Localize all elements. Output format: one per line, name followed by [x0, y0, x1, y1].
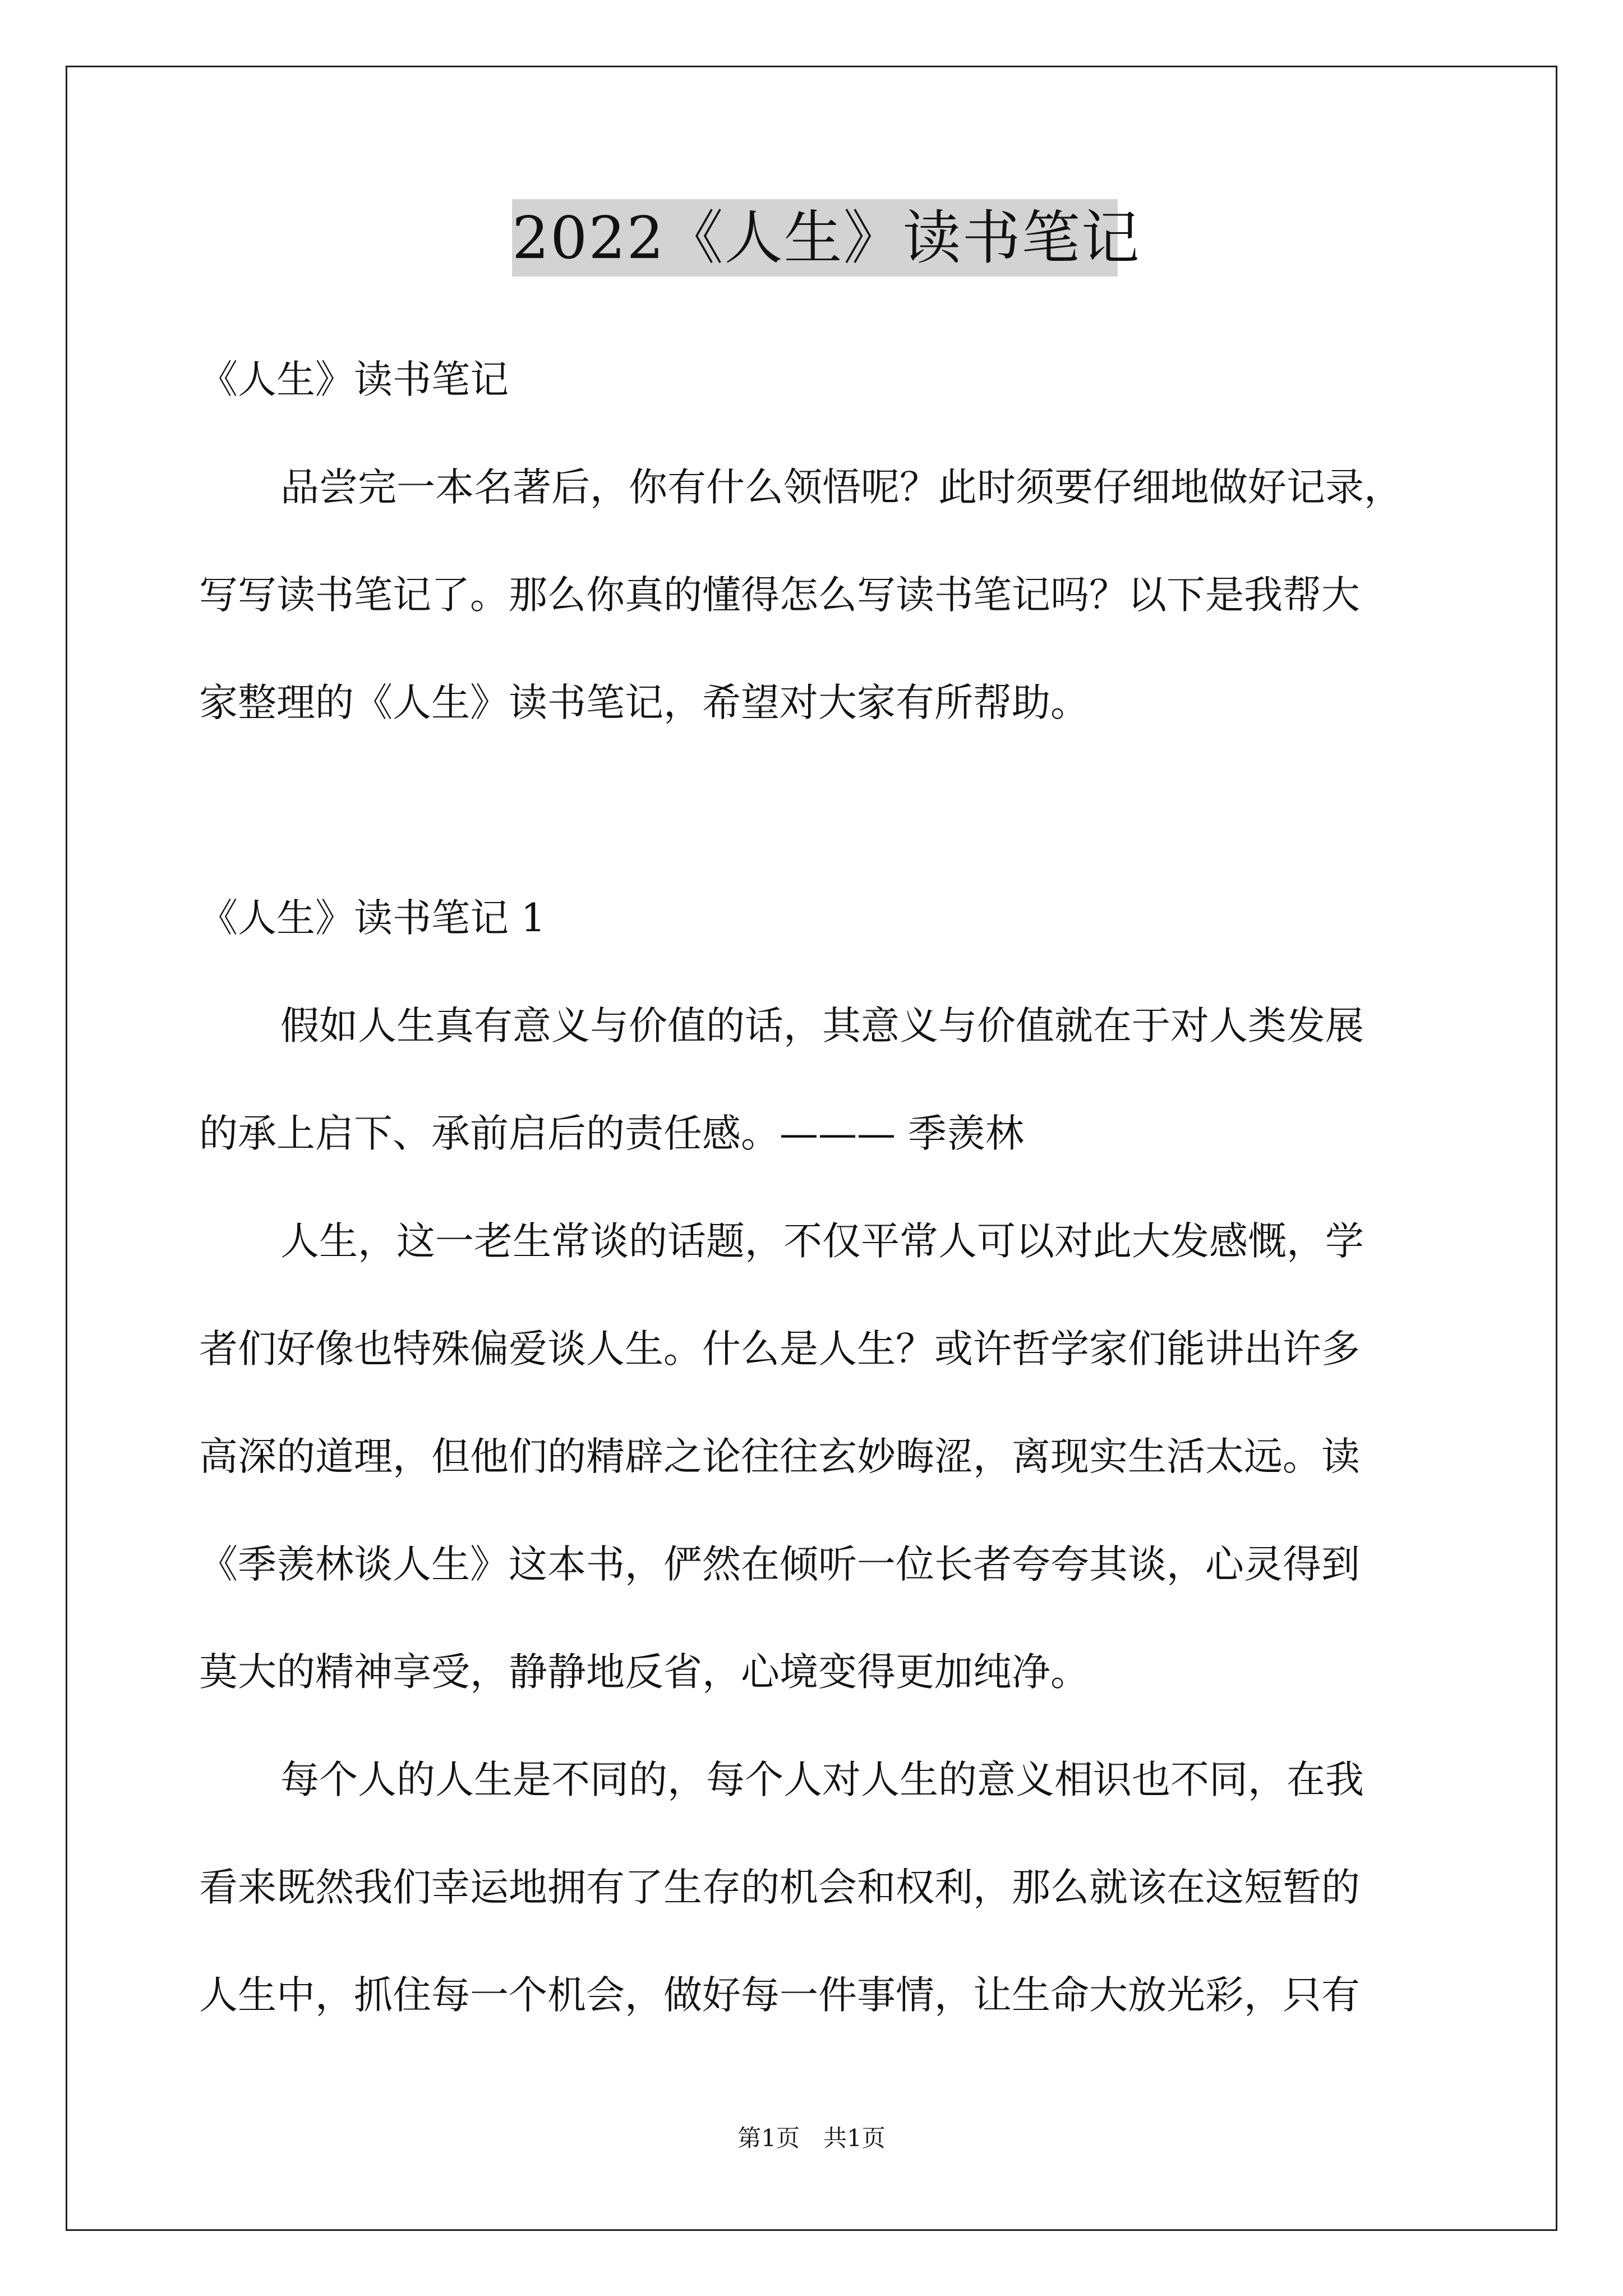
- paragraph-line: 品尝完一本名著后，你有什么领悟呢？此时须要仔细地做好记录，: [280, 465, 1403, 510]
- paragraph-line: 人生，这一老生常谈的话题，不仅平常人可以对此大发感慨，学: [280, 1219, 1364, 1264]
- paragraph-line: 人生中，抓住每一个机会，做好每一件事情，让生命大放光彩，只有: [199, 1973, 1360, 2018]
- page-number-footer: 第1页 共1页: [737, 2124, 886, 2152]
- paragraph-line: 莫大的精神享受，静静地反省，心境变得更加纯净。: [199, 1650, 1089, 1695]
- paragraph-line: 每个人的人生是不同的，每个人对人生的意义相识也不同，在我: [280, 1757, 1364, 1802]
- quote-line: 的承上启下、承前启后的责任感。——— 季羡林: [199, 1111, 1024, 1156]
- paragraph-line: 者们好像也特殊偏爱谈人生。什么是人生？或许哲学家们能讲出许多: [199, 1327, 1360, 1372]
- quote-line: 假如人生真有意义与价值的话，其意义与价值就在于对人类发展: [280, 1004, 1364, 1048]
- paragraph-line: 《季羡林谈人生》这本书，俨然在倾听一位长者夸夸其谈，心灵得到: [199, 1542, 1360, 1587]
- section-heading: 《人生》读书笔记 1: [199, 896, 546, 941]
- subtitle-line: 《人生》读书笔记: [199, 357, 509, 402]
- paragraph-line: 写写读书笔记了。那么你真的懂得怎么写读书笔记吗？以下是我帮大: [199, 573, 1360, 618]
- paragraph-line: 看来既然我们幸运地拥有了生存的机会和权利，那么就该在这短暂的: [199, 1865, 1360, 1910]
- document-title: 2022《人生》读书笔记: [512, 199, 1118, 277]
- paragraph-line: 高深的道理，但他们的精辟之论往往玄妙晦涩，离现实生活太远。读: [199, 1434, 1360, 1479]
- paragraph-line: 家整理的《人生》读书笔记，希望对大家有所帮助。: [199, 680, 1089, 725]
